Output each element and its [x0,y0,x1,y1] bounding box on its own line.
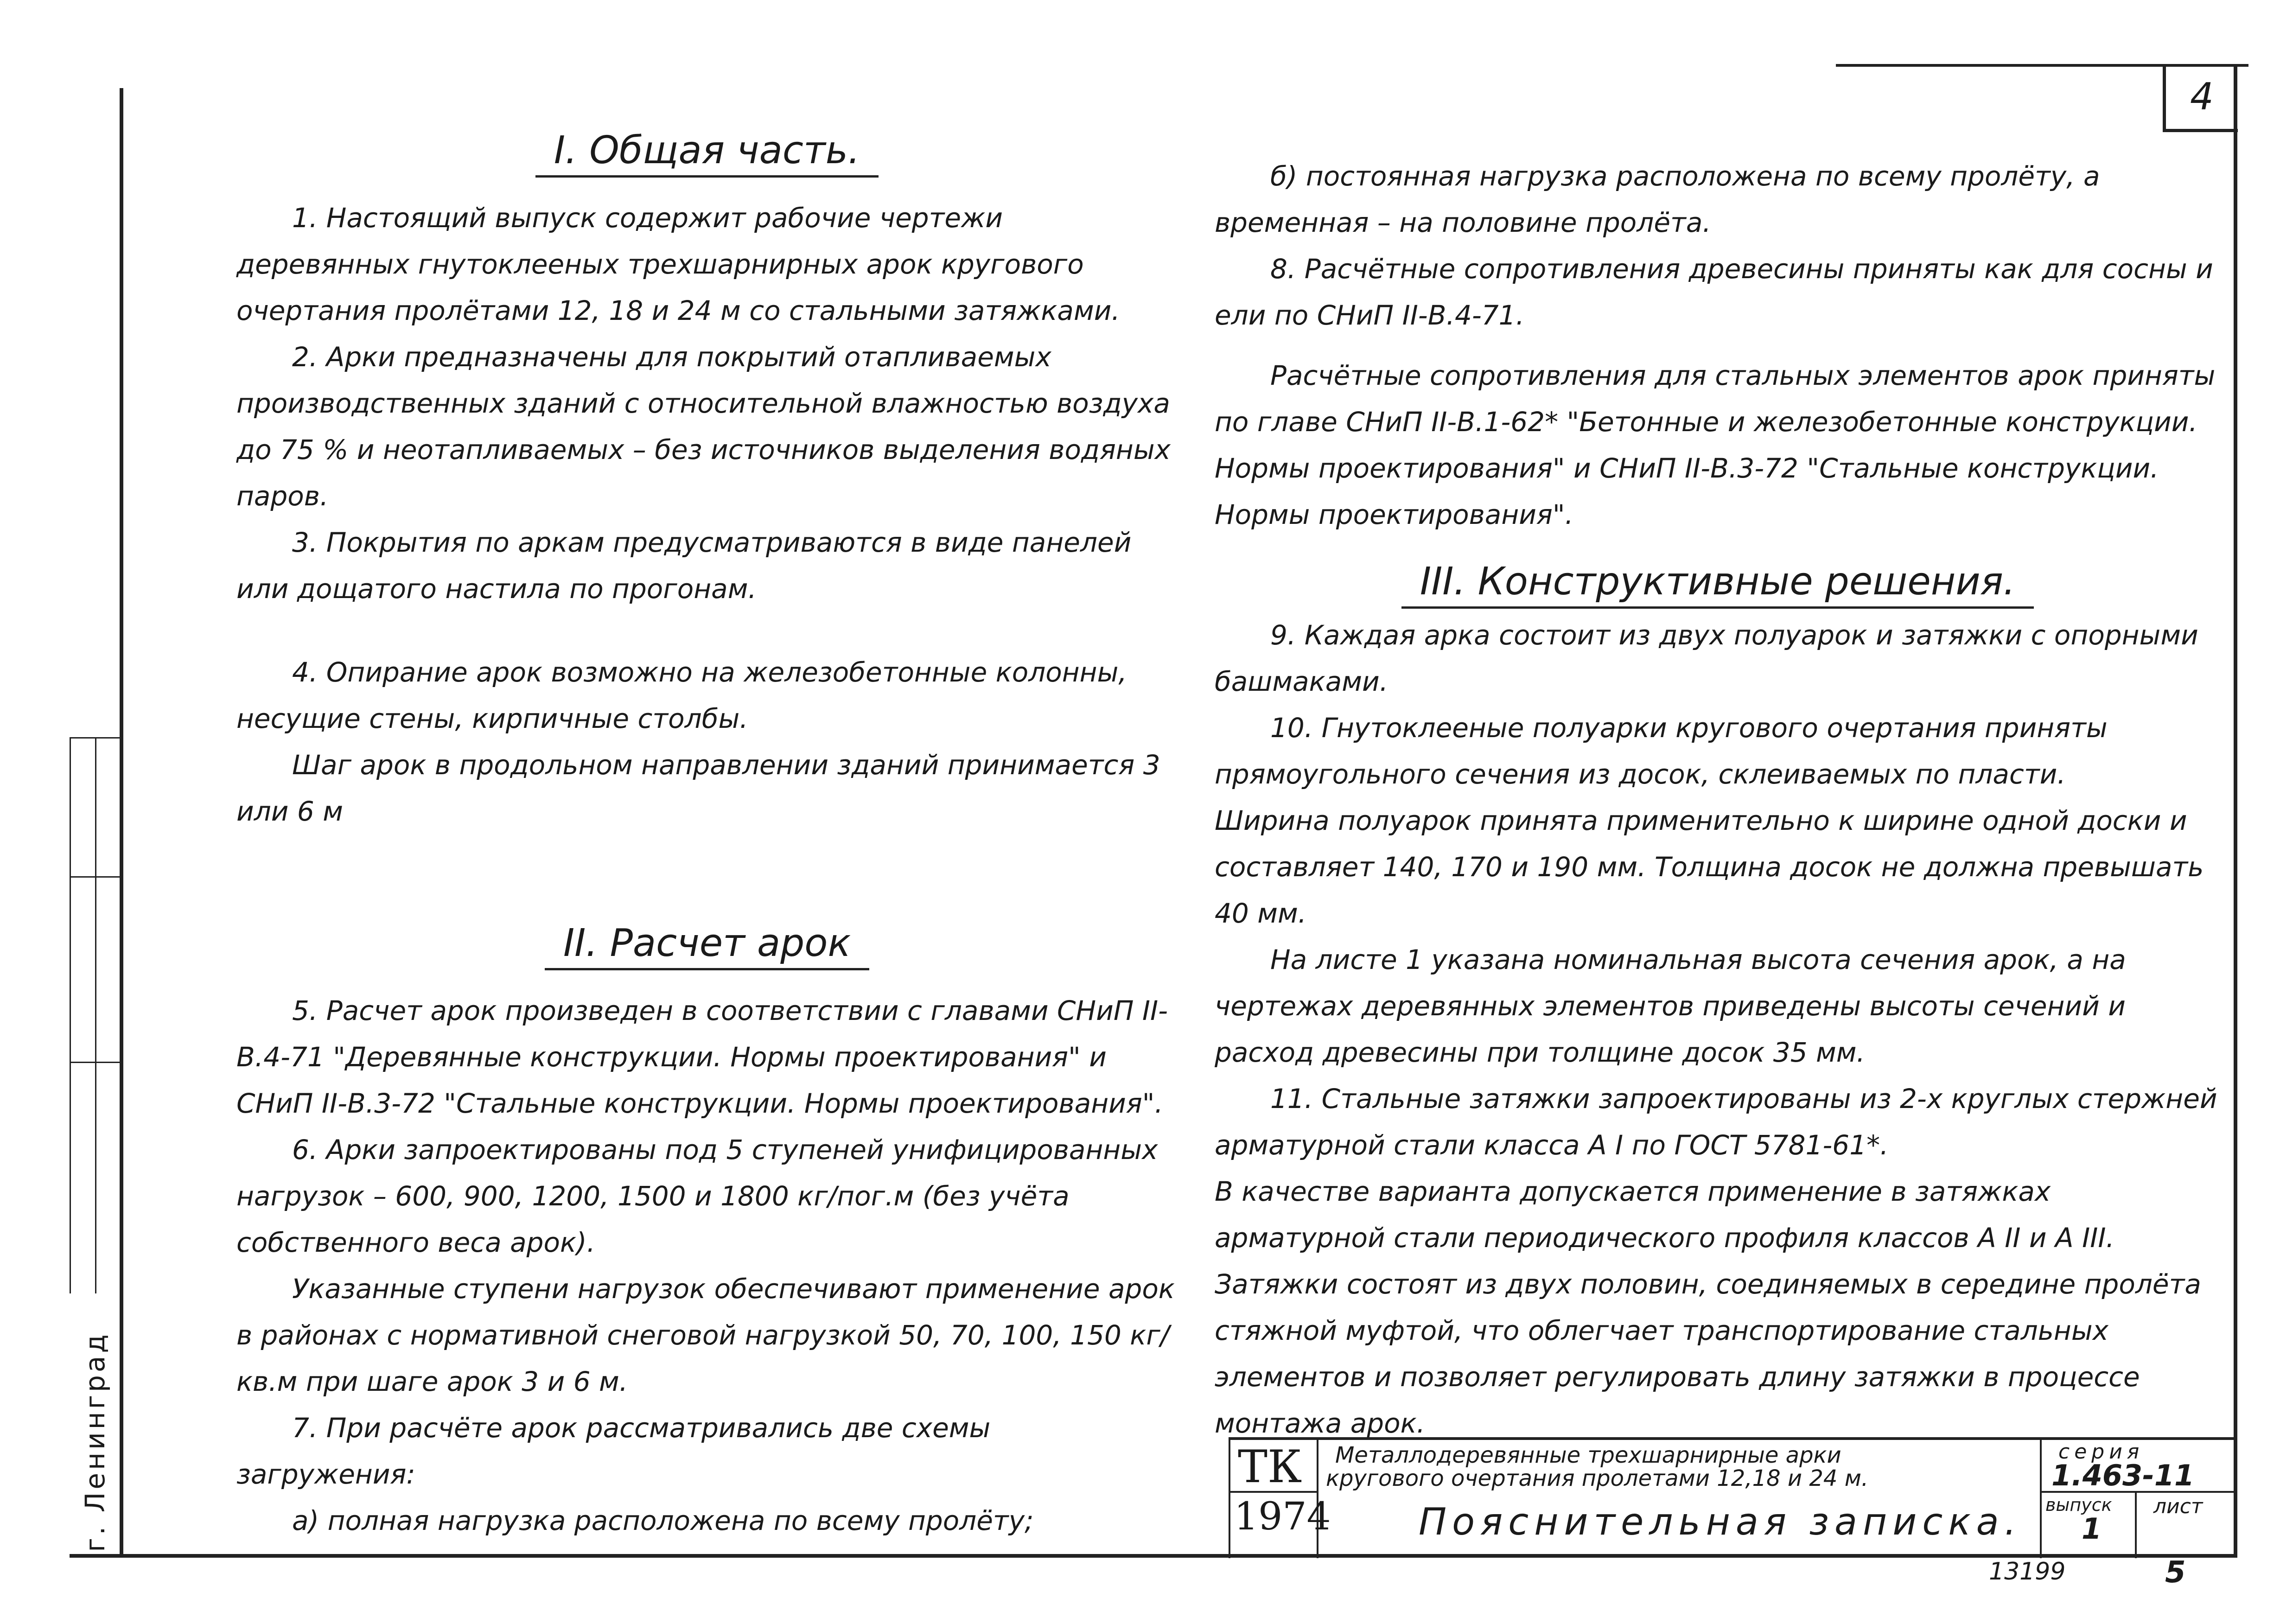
series-value: 1.463-11 [2051,1458,2195,1492]
paragraph-7: 7. При расчёте арок рассматривались две схемы загружения: [236,1412,991,1490]
title-line-1: Металлодеревянные трехшарнирные арки [1335,1442,1841,1468]
heading-text: III. Конструктивные решения. [1401,560,2034,609]
title-block-line [1229,1440,1230,1558]
doc-name: Пояснительная записка. [1419,1500,2022,1543]
paragraph-9: 9. Каждая арка состоит из двух полуарок и затяжки с опорными башмаками. [1215,619,2198,697]
paragraph-10b: Ширина полуарок принята применительно к ширине одной доски и составляет 140, 170 и 190 мм. Толщина досок не должна превышать 40 мм. [1215,805,2204,929]
side-stamp-line [70,737,71,1293]
paragraph-1: 1. Настоящий выпуск содержит рабочие чертежи деревянных гнутоклееных трехшарнирных арок кругового очертания пролётами 12, 18 и 24 м со стальными затяжками. [236,202,1120,326]
paragraph-2: 2. Арки предназначены для покрытий отапливаемых производственных зданий с относительной влажностью воздуха до 75 % и неотапливаемых – без источников выделения водяных паров. [236,341,1171,512]
side-stamp-line [95,737,96,1293]
issue-label: выпуск [2045,1495,2112,1515]
title-block [1229,1437,2235,1558]
paragraph-8b: Расчётные сопротивления для стальных элементов арок приняты по главе СНиП II-В.1-62* "Бетонные и железобетонные конструкции. Нормы проектирования" и СНиП II-В.3-72 "Стальные конструкции. Нормы проектирования". [1215,360,2216,530]
paragraph-11: 11. Стальные затяжки запроектированы из 2-х круглых стержней арматурной стали класса А I по ГОСТ 5781-61*. [1215,1083,2217,1161]
paragraph-10c: На листе 1 указана номинальная высота сечения арок, а на чертежах деревянных элементов приведены высоты сечений и расход древесины при толщине досок 35 мм. [1215,944,2126,1068]
title-block-line [2040,1440,2042,1558]
right-column [1215,153,2221,1446]
side-stamp-line [70,737,121,739]
org-code: ТК [1238,1441,1302,1493]
paragraph-11b: В качестве варианта допускается применение в затяжках арматурной стали периодического профиля классов А II и А III. [1215,1176,2114,1254]
paragraph-8: 8. Расчётные сопротивления древесины приняты как для сосны и ели по СНиП II-В.4-71. [1215,253,2213,331]
sheet-number: 5 [2165,1555,2186,1590]
paragraph-10: 10. Гнутоклееные полуарки кругового очертания приняты прямоугольного сечения из досок, склеиваемых по пласти. [1215,712,2108,790]
paragraph-7a: а) полная нагрузка расположена по всему пролёту; [292,1505,1034,1536]
side-stamp-line [70,876,121,878]
heading-text: I. Общая часть. [535,128,879,178]
section-heading-3 [1215,552,2221,612]
section-heading-2 [236,913,1178,974]
side-stamp [70,737,121,1293]
city-stamp: г. Ленинград [79,1331,111,1552]
paragraph-3: 3. Покрытия по аркам предусматриваются в виде панелей или дощатого настила по прогонам. [236,527,1132,605]
side-stamp-line [70,1062,121,1063]
title-block-line [2135,1491,2137,1558]
series-label: серия [2058,1440,2144,1464]
paragraph-11c: Затяжки состоят из двух половин, соединяемых в середине пролёта стяжной муфтой, что облегчает транспортирование стальных элементов и позволяет регулировать длину затяжки в процессе монтажа арок. [1215,1268,2201,1439]
inventory-number: 13199 [1989,1558,2066,1586]
paragraph-6b: Указанные ступени нагрузок обеспечивают применение арок в районах с нормативной снеговой нагрузкой 50, 70, 100, 150 кг/кв.м при шаге арок 3 и 6 м. [236,1273,1175,1397]
paragraph-4b: Шаг арок в продольном направлении зданий принимается 3 или 6 м [236,749,1160,827]
paragraph-7b: б) постоянная нагрузка расположена по всему пролёту, а временная – на половине пролёта. [1215,160,2100,238]
sheet-label: лист [2153,1495,2203,1518]
frame-right-line [2234,64,2237,1557]
issue-value: 1 [2082,1512,2102,1546]
paragraph-4: 4. Опирание арок возможно на железобетонные колонны, несущие стены, кирпичные столбы. [236,656,1127,734]
paragraph-6: 6. Арки запроектированы под 5 ступеней унифицированных нагрузок – 600, 900, 1200, 1500 и 1800 кг/пог.м (без учёта собственного веса арок). [236,1134,1158,1258]
left-column [236,121,1178,1544]
paragraph-5: 5. Расчет арок произведен в соответствии с главами СНиП II-В.4-71 "Деревянные конструкции. Нормы проектирования" и СНиП II-В.3-72 "Стальные конструкции. Нормы проектирования". [236,995,1168,1119]
title-line-2: кругового очертания пролетами 12,18 и 24 м. [1326,1465,1869,1491]
section-heading-1 [236,121,1178,181]
page-number: 4 [2190,75,2214,118]
page-number-box [2163,64,2238,132]
year: 1974 [1234,1495,1331,1539]
heading-text: II. Расчет арок [545,921,869,970]
